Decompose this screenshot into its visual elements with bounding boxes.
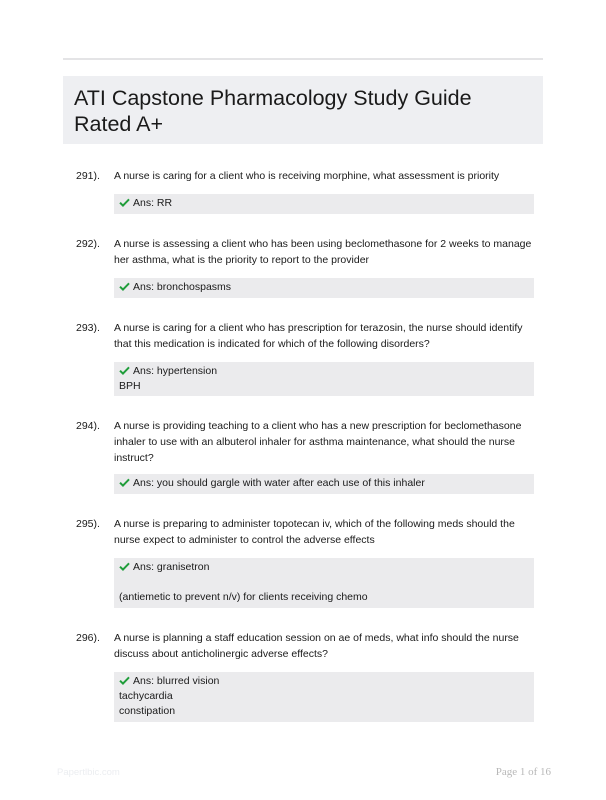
page-title: ATI Capstone Pharmacology Study Guide Rated A+ <box>74 86 472 136</box>
answer-box <box>114 558 534 608</box>
answer-line <box>119 196 529 211</box>
answer-line: constipation <box>119 705 176 717</box>
question-number: 293). <box>76 322 100 334</box>
answer-line: (antiemetic to prevent n/v) for clients receiving chemo <box>119 591 368 603</box>
title-banner <box>63 76 543 144</box>
answer-text: Ans: bronchospasms <box>133 281 232 293</box>
question-text: A nurse is assessing a client who has been using beclomethasone for 2 weeks to manage her asthma, what is the priority to report to the provider <box>114 238 532 266</box>
answer-line <box>119 280 529 295</box>
answer-box <box>114 672 534 722</box>
top-divider <box>63 58 543 60</box>
answer-box <box>114 278 534 298</box>
check-icon <box>119 366 130 375</box>
answer-text: Ans: you should gargle with water after each use of this inhaler <box>133 477 425 489</box>
question-number: 296). <box>76 632 100 644</box>
answer-line <box>119 476 529 491</box>
check-icon <box>119 478 130 487</box>
answer-line <box>119 674 529 689</box>
check-icon <box>119 562 130 571</box>
question-text: A nurse is planning a staff education session on ae of meds, what info should the nurse discuss about anticholinergic adverse effects? <box>114 632 519 660</box>
check-icon <box>119 676 130 685</box>
answer-text: Ans: RR <box>133 197 173 209</box>
check-icon <box>119 282 130 291</box>
answer-box <box>114 362 534 396</box>
question-text: A nurse is preparing to administer topotecan iv, which of the following meds should the nurse expect to administer to control the adverse effects <box>114 518 515 546</box>
question-text: A nurse is caring for a client who has prescription for terazosin, the nurse should identify that this medication is indicated for which of the following disorders? <box>114 322 523 350</box>
question-number: 294). <box>76 420 100 432</box>
answer-box <box>114 194 534 214</box>
answer-text: Ans: hypertension <box>133 365 218 377</box>
question-text: A nurse is providing teaching to a client who has a new prescription for beclomethasone inhaler to use with an albuterol inhaler for asthma maintenance, what should the nurse instruct? <box>114 420 522 464</box>
question-number: 292). <box>76 238 100 250</box>
answer-text: Ans: blurred vision <box>133 675 220 687</box>
watermark-text: Papertlbic.com <box>57 767 120 778</box>
answer-line <box>119 560 529 575</box>
answer-text: Ans: granisetron <box>133 561 210 573</box>
question-text: A nurse is caring for a client who is receiving morphine, what assessment is priority <box>114 170 500 182</box>
question-number: 295). <box>76 518 100 530</box>
answer-box <box>114 474 534 494</box>
answer-line: tachycardia <box>119 690 173 702</box>
page-indicator: Page 1 of 16 <box>495 766 551 778</box>
question-number: 291). <box>76 170 100 182</box>
answer-line <box>119 364 529 379</box>
check-icon <box>119 198 130 207</box>
answer-line: BPH <box>119 380 141 392</box>
